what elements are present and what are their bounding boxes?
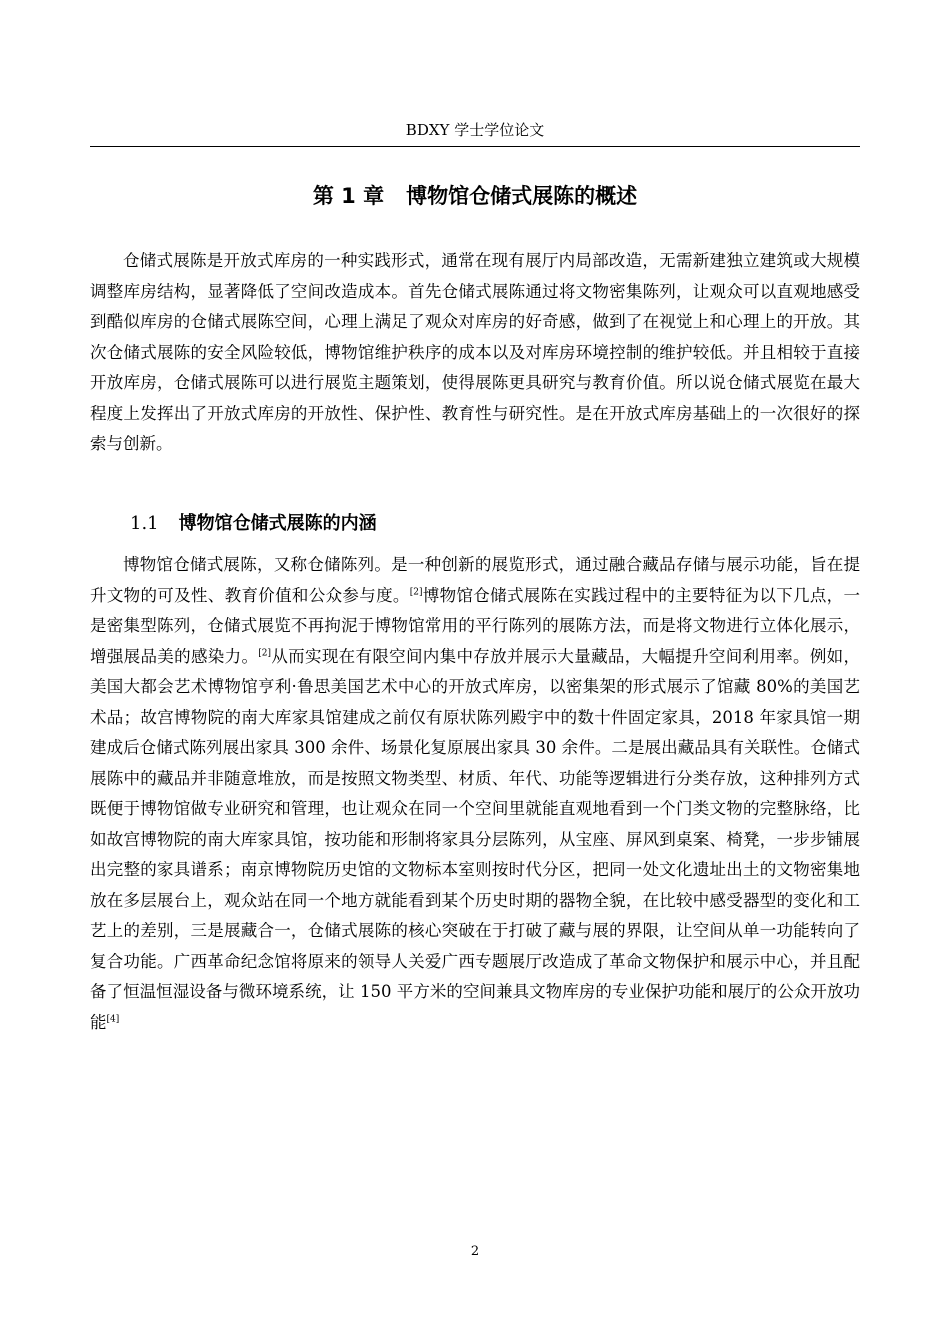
citation-marker: [2] xyxy=(258,648,272,658)
citation-marker: [4] xyxy=(106,1014,120,1024)
chapter-title xyxy=(90,180,860,212)
page-number: 2 xyxy=(470,1244,480,1259)
intro-paragraph: 仓储式展陈是开放式库房的一种实践形式，通常在现有展厅内局部改造，无需新建独立建筑或大规模调整库房结构，显著降低了空间改造成本。首先仓储式展陈通过将文物密集陈列，让观众可以直观地感受到酷似库房的仓储式展陈空间，心理上满足了观众对库房的好奇感，做到了在视觉上和心理上的开放。其次仓储式展陈的安全风险较低，博物馆维护秩序的成本以及对库房环境控制的维护较低。并且相较于直接开放库房，仓储式展陈可以进行展览主题策划，使得展陈更具研究与教育价值。所以说仓储式展览在最大程度上发挥出了开放式库房的开放性、保护性、教育性与研究性。是在开放式库房基础上的一次很好的探索与创新。 xyxy=(90,251,860,453)
paragraph-text: 博物馆仓储式展陈，又称仓储陈列。是一种创新的展览形式，通过融合藏品存储与展示功能，旨在提升文物的可及性、教育价值和公众参与度。 xyxy=(90,555,860,605)
section-number: 1.1 xyxy=(130,513,159,534)
section-paragraph xyxy=(90,550,860,1038)
paragraph-text: 从而实现在有限空间内集中存放并展示大量藏品，大幅提升空间利用率。例如，美国大都会艺术博物馆亨利·鲁思美国艺术中心的开放式库房，以密集架的形式展示了馆藏 80%的美国艺术品；故宫博物院的南大库家具馆建成之前仅有原状陈列殿宇中的数十件固定家具，2018 年家具馆一期建成后仓储式陈列展出家具 300 余件、场景化复原展出家具 30 余件。二是展出藏品具有关联性。仓储式展陈中的藏品并非随意堆放，而是按照文物类型、材质、年代、功能等逻辑进行分类存放，这种排列方式既便于博物馆做专业研究和管理，也让观众在同一个空间里就能直观地看到一个门类文物的完整脉络，比如故宫博物院的南大库家具馆，按功能和形制将家具分层陈列，从宝座、屏风到桌案、椅凳，一步步铺展出完整的家具谱系；南京博物院历史馆的文物标本室则按时代分区，把同一处文化遗址出土的文物密集地放在多层展台上，观众站在同一个地方就能看到某个历史时期的器物全貌，在比较中感受器型的变化和工艺上的差别，三是展藏合一，仓储式展陈的核心突破在于打破了藏与展的界限，让空间从单一功能转向了复合功能。广西革命纪念馆将原来的领导人关爱广西专题展厅改造成了革命文物保护和展示中心，并且配备了恒温恒湿设备与微环境系统，让 150 平方米的空间兼具文物库房的专业保护功能和展厅的公众开放功能 xyxy=(90,646,861,1032)
section-title: 博物馆仓储式展陈的内涵 xyxy=(178,513,377,534)
running-header: BDXY 学士学位论文 xyxy=(405,121,545,139)
paragraph-text: 博物馆仓储式展陈在实践过程中的主要特征为以下几点，一是密集型陈列，仓储式展览不再拘泥于博物馆常用的平行陈列的展陈方法，而是将文物进行立体化展示，增强展品美的感染力。 xyxy=(90,585,861,666)
chapter-name: 博物馆仓储式展陈的概述 xyxy=(406,184,638,208)
chapter-number: 第 1 章 xyxy=(312,184,385,208)
header-rule xyxy=(90,146,860,147)
section-heading xyxy=(130,510,377,538)
citation-marker: [2] xyxy=(409,587,423,597)
